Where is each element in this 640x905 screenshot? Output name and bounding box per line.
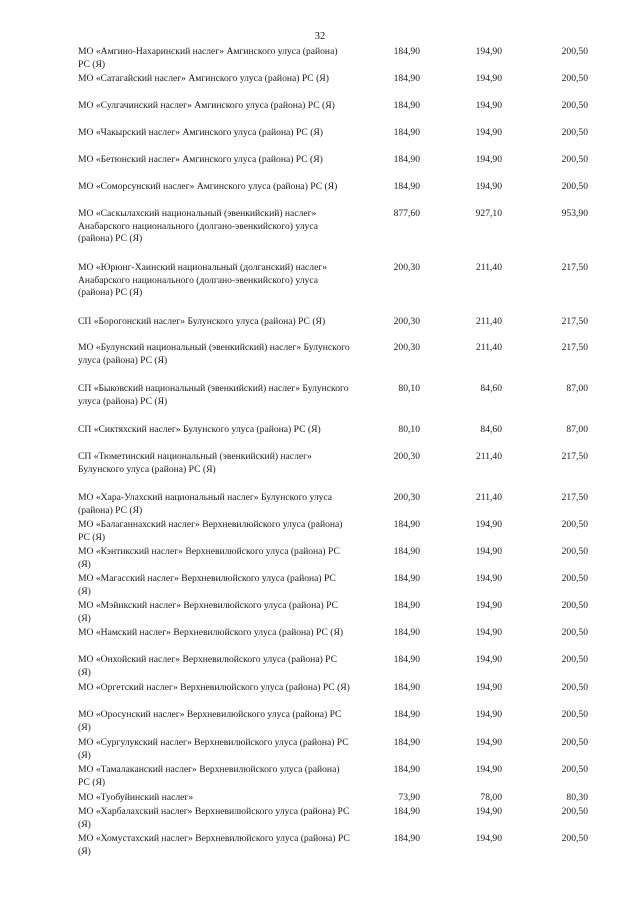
value-col-1: 184,90 — [393, 806, 420, 817]
value-col-1: 200,30 — [393, 262, 420, 273]
value-col-3: 217,50 — [561, 316, 588, 327]
municipality-name: МО «Балаганнахский наслег» Верхневилюйского улуса (района) РС (Я) — [78, 519, 343, 543]
municipality-name: СП «Быковский национальный (эвенкийский) наслег» Булунского улуса (района) РС (Я) — [78, 383, 349, 407]
municipality-name: МО «Саскылахский национальный (эвенкийский) наслег» Анабарского национального (долгано-эвенкийского) улуса (района) РС (Я) — [78, 208, 318, 244]
value-col-2: 78,00 — [480, 792, 502, 803]
value-col-1: 80,10 — [398, 424, 420, 435]
municipality-name: МО «Сургулукский наслег» Верхневилюйского улуса (района) РС (Я) — [78, 737, 349, 761]
value-col-2: 211,40 — [475, 451, 502, 462]
value-col-3: 200,50 — [561, 600, 588, 611]
value-col-2: 194,90 — [475, 654, 502, 665]
value-col-2: 194,90 — [475, 73, 502, 84]
value-col-1: 184,90 — [393, 654, 420, 665]
value-col-2: 194,90 — [475, 737, 502, 748]
value-col-3: 87,00 — [566, 383, 588, 394]
value-col-2: 211,40 — [475, 262, 502, 273]
value-col-2: 211,40 — [475, 316, 502, 327]
value-col-3: 200,50 — [561, 654, 588, 665]
municipality-name: СП «Борогонский наслег» Булунского улуса (района) РС (Я) — [78, 316, 326, 327]
value-col-2: 194,90 — [475, 573, 502, 584]
value-col-3: 200,50 — [561, 73, 588, 84]
municipality-name: МО «Соморсунский наслег» Амгинского улуса (района) РС (Я) — [78, 181, 338, 192]
municipality-name: МО «Амгино-Нахаринский наслег» Амгинского улуса (района) РС (Я) — [78, 46, 338, 70]
value-col-3: 217,50 — [561, 342, 588, 353]
value-col-1: 184,90 — [393, 600, 420, 611]
value-col-3: 200,50 — [561, 737, 588, 748]
value-col-2: 194,90 — [475, 546, 502, 557]
value-col-1: 184,90 — [393, 181, 420, 192]
value-col-1: 184,90 — [393, 154, 420, 165]
value-col-3: 200,50 — [561, 519, 588, 530]
value-col-3: 200,50 — [561, 181, 588, 192]
value-col-1: 184,90 — [393, 682, 420, 693]
value-col-3: 200,50 — [561, 100, 588, 111]
value-col-2: 84,60 — [480, 383, 502, 394]
value-col-1: 80,10 — [398, 383, 420, 394]
value-col-2: 194,90 — [475, 100, 502, 111]
value-col-1: 200,30 — [393, 342, 420, 353]
value-col-1: 184,90 — [393, 627, 420, 638]
page-number: 32 — [314, 31, 326, 42]
value-col-1: 73,90 — [398, 792, 420, 803]
municipality-name: МО «Юрюнг-Хаинский национальный (долганский) наслег» Анабарского национального (долгано-эвенкийского) улуса (района) РС (Я) — [78, 262, 328, 298]
value-col-1: 184,90 — [393, 737, 420, 748]
value-col-3: 217,50 — [561, 262, 588, 273]
value-col-1: 877,60 — [393, 208, 420, 219]
value-col-2: 194,90 — [475, 764, 502, 775]
value-col-3: 200,50 — [561, 627, 588, 638]
value-col-2: 84,60 — [480, 424, 502, 435]
value-col-3: 200,50 — [561, 154, 588, 165]
value-col-1: 200,30 — [393, 316, 420, 327]
value-col-3: 80,30 — [566, 792, 588, 803]
value-col-3: 217,50 — [561, 451, 588, 462]
municipality-name: МО «Булунский национальный (эвенкийский) наслег» Булунского улуса (района) РС (Я) — [78, 342, 350, 366]
municipality-name: МО «Онхойский наслег» Верхневилюйского улуса (района) РС (Я) — [78, 654, 338, 678]
municipality-name: МО «Хара-Улахский национальный наслег» Булунского улуса (района) РС (Я) — [78, 492, 333, 516]
value-col-3: 200,50 — [561, 833, 588, 844]
municipality-name: МО «Кэнтикский наслег» Верхневилюйского улуса (района) РС (Я) — [78, 546, 340, 570]
value-col-1: 184,90 — [393, 573, 420, 584]
value-col-3: 200,50 — [561, 573, 588, 584]
municipality-name: МО «Сулгачинский наслег» Амгинского улуса (района) РС (Я) — [78, 100, 335, 111]
value-col-1: 184,90 — [393, 519, 420, 530]
municipality-name: МО «Хомустахский наслег» Верхневилюйского улуса (района) РС (Я) — [78, 833, 350, 857]
municipality-name: МО «Тамалаканский наслег» Верхневилюйского улуса (района) РС (Я) — [78, 764, 340, 788]
municipality-name: МО «Харбалахский наслег» Верхневилюйского улуса (района) РС (Я) — [78, 806, 350, 830]
municipality-name: МО «Магасский наслег» Верхневилюйского улуса (района) РС (Я) — [78, 573, 336, 597]
municipality-name: СП «Тюметинский национальный (эвенкийский) наслег» Булунского улуса (района) РС (Я) — [78, 451, 312, 475]
value-col-3: 200,50 — [561, 709, 588, 720]
value-col-3: 200,50 — [561, 682, 588, 693]
municipality-name: СП «Сиктяхский наслег» Булунского улуса (района) РС (Я) — [78, 424, 321, 435]
value-col-2: 194,90 — [475, 600, 502, 611]
value-col-1: 184,90 — [393, 546, 420, 557]
value-col-3: 200,50 — [561, 764, 588, 775]
municipality-name: МО «Чакырский наслег» Амгинского улуса (района) РС (Я) — [78, 127, 323, 138]
value-col-3: 217,50 — [561, 492, 588, 503]
value-col-2: 211,40 — [475, 342, 502, 353]
value-col-1: 184,90 — [393, 73, 420, 84]
municipality-name: МО «Мэйикский наслег» Верхневилюйского улуса (района) РС (Я) — [78, 600, 338, 624]
municipality-name: МО «Туобуйинский наслег» — [78, 792, 194, 803]
value-col-1: 184,90 — [393, 127, 420, 138]
value-col-2: 194,90 — [475, 127, 502, 138]
municipality-name: МО «Оросунский наслег» Верхневилюйского улуса (района) РС (Я) — [78, 709, 342, 733]
value-col-2: 194,90 — [475, 154, 502, 165]
value-col-2: 927,10 — [475, 208, 502, 219]
value-col-1: 184,90 — [393, 833, 420, 844]
value-col-2: 194,90 — [475, 833, 502, 844]
value-col-2: 194,90 — [475, 46, 502, 57]
value-col-2: 194,90 — [475, 519, 502, 530]
value-col-2: 194,90 — [475, 806, 502, 817]
value-col-1: 184,90 — [393, 709, 420, 720]
value-col-3: 200,50 — [561, 806, 588, 817]
value-col-1: 184,90 — [393, 764, 420, 775]
municipality-name: МО «Оргетский наслег» Верхневилюйского улуса (района) РС (Я) — [78, 682, 350, 693]
value-col-3: 87,00 — [566, 424, 588, 435]
value-col-3: 200,50 — [561, 546, 588, 557]
value-col-3: 200,50 — [561, 127, 588, 138]
value-col-1: 200,30 — [393, 492, 420, 503]
value-col-2: 194,90 — [475, 682, 502, 693]
municipality-name: МО «Бетюнский наслег» Амгинского улуса (района) РС (Я) — [78, 154, 323, 165]
value-col-2: 194,90 — [475, 709, 502, 720]
value-col-1: 184,90 — [393, 100, 420, 111]
value-col-1: 184,90 — [393, 46, 420, 57]
value-col-3: 953,90 — [561, 208, 588, 219]
value-col-2: 194,90 — [475, 181, 502, 192]
value-col-2: 211,40 — [475, 492, 502, 503]
value-col-3: 200,50 — [561, 46, 588, 57]
value-col-1: 200,30 — [393, 451, 420, 462]
municipality-name: МО «Намский наслег» Верхневилюйского улуса (района) РС (Я) — [78, 627, 344, 638]
value-col-2: 194,90 — [475, 627, 502, 638]
municipality-name: МО «Сатагайский наслег» Амгинского улуса (района) РС (Я) — [78, 73, 329, 84]
